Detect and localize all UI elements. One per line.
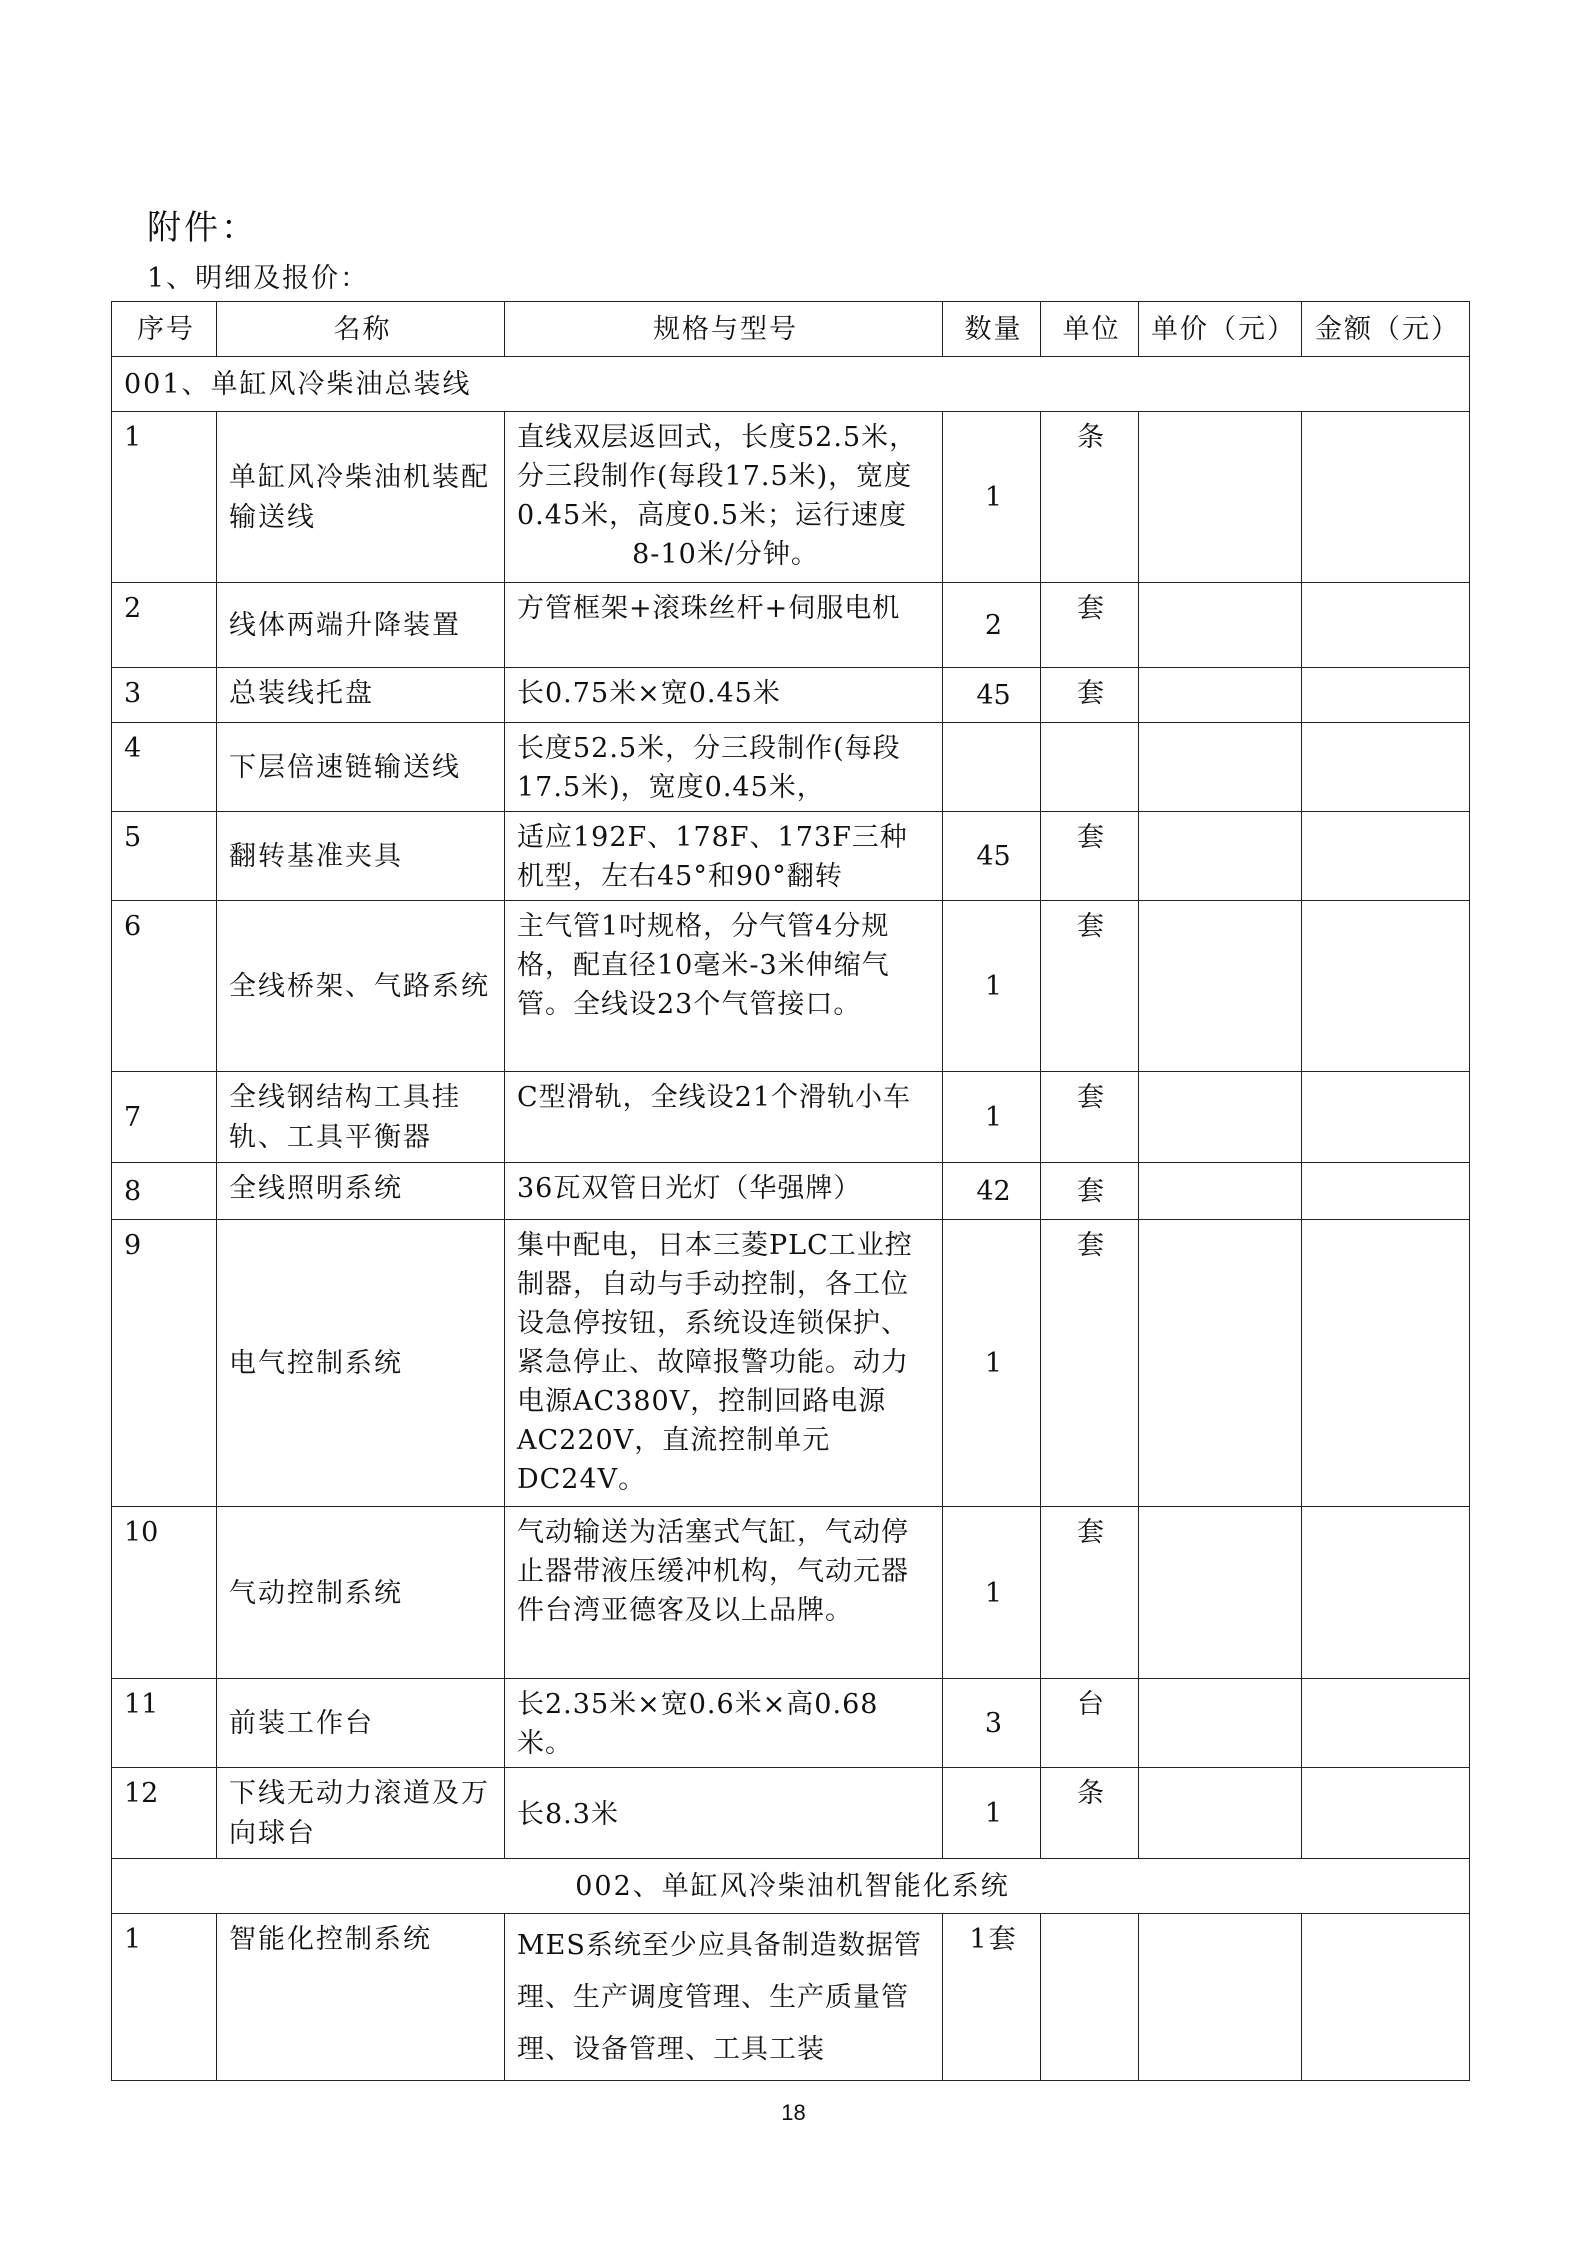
row-unit: 套 <box>1041 668 1139 723</box>
row-unit <box>1041 1914 1139 2081</box>
row-spec: 方管框架+滚珠丝杆+伺服电机 <box>505 583 943 668</box>
row-spec: 气动输送为活塞式气缸，气动停止器带液压缓冲机构，气动元器件台湾亚德客及以上品牌。 <box>505 1507 943 1679</box>
row-unit-price <box>1139 1220 1302 1507</box>
row-unit: 套 <box>1041 901 1139 1072</box>
row-name: 翻转基准夹具 <box>217 812 505 901</box>
row-name: 气动控制系统 <box>217 1507 505 1679</box>
row-name: 电气控制系统 <box>217 1220 505 1507</box>
row-name: 线体两端升降装置 <box>217 583 505 668</box>
col-header-qty: 数量 <box>943 302 1041 357</box>
row-spec: 长0.75米×宽0.45米 <box>505 668 943 723</box>
row-unit: 条 <box>1041 412 1139 583</box>
page-number: 18 <box>781 2100 806 2125</box>
table-row <box>112 1914 1470 2081</box>
table-header-row <box>112 302 1470 357</box>
row-spec <box>505 412 943 583</box>
row-seq: 5 <box>112 812 217 901</box>
col-header-unit-price: 单价（元） <box>1139 302 1302 357</box>
section-row <box>112 357 1470 412</box>
row-unit-price <box>1139 668 1302 723</box>
table-row <box>112 1163 1470 1220</box>
row-qty: 42 <box>943 1163 1041 1220</box>
row-seq: 8 <box>112 1163 217 1220</box>
row-unit-price <box>1139 901 1302 1072</box>
row-spec: MES系统至少应具备制造数据管理、生产调度管理、生产质量管理、设备管理、工具工装 <box>505 1914 943 2081</box>
row-seq: 7 <box>112 1072 217 1163</box>
row-name: 智能化控制系统 <box>217 1914 505 2081</box>
row-name: 下层倍速链输送线 <box>217 723 505 812</box>
table-row <box>112 723 1470 812</box>
row-unit: 套 <box>1041 812 1139 901</box>
row-amount <box>1302 1220 1470 1507</box>
quote-table <box>111 301 1470 2081</box>
row-seq: 4 <box>112 723 217 812</box>
table-row <box>112 1220 1470 1507</box>
row-spec-text: 直线双层返回式，长度52.5米，分三段制作(每段17.5米)，宽度0.45米，高度0.5米；运行速度 <box>517 422 918 531</box>
table-row <box>112 1507 1470 1679</box>
row-unit: 套 <box>1041 583 1139 668</box>
table-row <box>112 901 1470 1072</box>
row-name: 全线桥架、气路系统 <box>217 901 505 1072</box>
row-spec-last: 8-10米/分钟。 <box>632 539 819 570</box>
row-amount <box>1302 1768 1470 1859</box>
table-row <box>112 668 1470 723</box>
col-header-spec: 规格与型号 <box>505 302 943 357</box>
row-seq: 2 <box>112 583 217 668</box>
row-unit: 台 <box>1041 1679 1139 1768</box>
table-row <box>112 1768 1470 1859</box>
row-qty: 1 <box>943 901 1041 1072</box>
row-amount <box>1302 1072 1470 1163</box>
row-seq: 3 <box>112 668 217 723</box>
row-unit-price <box>1139 1072 1302 1163</box>
row-spec: 长8.3米 <box>505 1768 943 1859</box>
row-qty <box>943 723 1041 812</box>
row-name: 全线照明系统 <box>217 1163 505 1220</box>
row-name: 单缸风冷柴油机装配输送线 <box>217 412 505 583</box>
row-amount <box>1302 412 1470 583</box>
row-unit-price <box>1139 1507 1302 1679</box>
row-seq: 9 <box>112 1220 217 1507</box>
row-unit-price <box>1139 1679 1302 1768</box>
table-row <box>112 1679 1470 1768</box>
row-spec: 主气管1吋规格，分气管4分规格，配直径10毫米-3米伸缩气管。全线设23个气管接口。 <box>505 901 943 1072</box>
row-amount <box>1302 723 1470 812</box>
row-qty: 45 <box>943 812 1041 901</box>
row-amount <box>1302 1507 1470 1679</box>
row-seq: 10 <box>112 1507 217 1679</box>
row-amount <box>1302 1163 1470 1220</box>
row-spec: 36瓦双管日光灯（华强牌） <box>505 1163 943 1220</box>
row-seq: 1 <box>112 1914 217 2081</box>
row-spec: 长度52.5米，分三段制作(每段17.5米)，宽度0.45米， <box>505 723 943 812</box>
row-spec: 适应192F、178F、173F三种机型，左右45°和90°翻转 <box>505 812 943 901</box>
row-unit: 套 <box>1041 1220 1139 1507</box>
table-row <box>112 583 1470 668</box>
row-amount <box>1302 583 1470 668</box>
attachment-heading: 附件： <box>147 208 258 248</box>
row-qty: 1 <box>943 1768 1041 1859</box>
row-amount <box>1302 1679 1470 1768</box>
table-row <box>112 1072 1470 1163</box>
row-unit-price <box>1139 723 1302 812</box>
row-spec: 长2.35米×宽0.6米×高0.68米。 <box>505 1679 943 1768</box>
row-qty: 1 <box>943 1507 1041 1679</box>
row-seq: 1 <box>112 412 217 583</box>
row-name: 下线无动力滚道及万向球台 <box>217 1768 505 1859</box>
row-unit-price <box>1139 1914 1302 2081</box>
col-header-name: 名称 <box>217 302 505 357</box>
row-name: 前装工作台 <box>217 1679 505 1768</box>
row-amount <box>1302 668 1470 723</box>
row-qty: 1 <box>943 1072 1041 1163</box>
row-name: 全线钢结构工具挂轨、工具平衡器 <box>217 1072 505 1163</box>
row-spec: C型滑轨，全线设21个滑轨小车 <box>505 1072 943 1163</box>
row-unit: 条 <box>1041 1768 1139 1859</box>
row-seq: 6 <box>112 901 217 1072</box>
row-unit-price <box>1139 1163 1302 1220</box>
col-header-seq: 序号 <box>112 302 217 357</box>
row-seq: 11 <box>112 1679 217 1768</box>
section-title: 002、单缸风冷柴油机智能化系统 <box>112 1859 1470 1914</box>
col-header-unit: 单位 <box>1041 302 1139 357</box>
row-amount <box>1302 901 1470 1072</box>
row-amount <box>1302 812 1470 901</box>
row-qty: 3 <box>943 1679 1041 1768</box>
section-row <box>112 1859 1470 1914</box>
row-qty: 2 <box>943 583 1041 668</box>
row-qty: 45 <box>943 668 1041 723</box>
col-header-amount: 金额（元） <box>1302 302 1470 357</box>
row-qty: 1 <box>943 1220 1041 1507</box>
row-unit-price <box>1139 583 1302 668</box>
row-unit-price <box>1139 812 1302 901</box>
row-qty: 1套 <box>943 1914 1041 2081</box>
table-row <box>112 412 1470 583</box>
row-unit <box>1041 723 1139 812</box>
row-unit: 套 <box>1041 1163 1139 1220</box>
row-unit-price <box>1139 412 1302 583</box>
table-row <box>112 812 1470 901</box>
details-subheading: 1、明细及报价： <box>147 263 370 294</box>
row-qty: 1 <box>943 412 1041 583</box>
row-unit-price <box>1139 1768 1302 1859</box>
section-title: 001、单缸风冷柴油总装线 <box>112 357 1470 412</box>
row-unit: 套 <box>1041 1507 1139 1679</box>
row-name: 总装线托盘 <box>217 668 505 723</box>
row-unit: 套 <box>1041 1072 1139 1163</box>
row-spec: 集中配电，日本三菱PLC工业控制器，自动与手动控制，各工位设急停按钮，系统设连锁保护、紧急停止、故障报警功能。动力电源AC380V，控制回路电源AC220V，直流控制单元DC24V。 <box>505 1220 943 1507</box>
row-amount <box>1302 1914 1470 2081</box>
row-seq: 12 <box>112 1768 217 1859</box>
